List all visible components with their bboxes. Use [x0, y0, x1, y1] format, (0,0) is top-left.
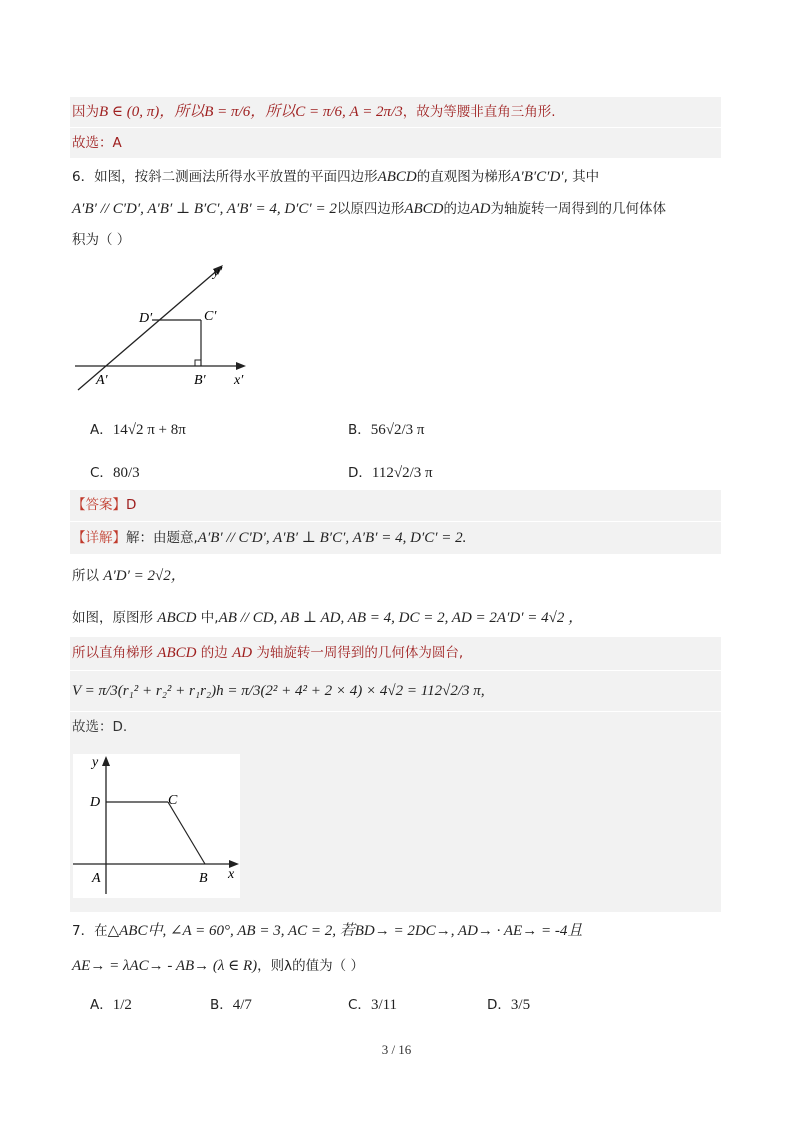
label-a: A′: [96, 373, 108, 388]
label-d: D: [90, 795, 101, 810]
x-arrow: [236, 362, 246, 370]
label-x: x: [228, 867, 235, 882]
y-arrow: [102, 756, 110, 766]
detail-line3: 如图，原图形 ABCD 中,AB // CD, AB ⊥ AD, AB = 4, DC = 2, AD = 2A′D′ = 4√2 ，: [72, 610, 584, 626]
q7-option-b[interactable]: B．4/7: [210, 997, 252, 1013]
original-figure: [73, 754, 240, 898]
label-y: y′: [213, 265, 223, 280]
segment-cb: [168, 802, 205, 864]
label-y: y: [92, 755, 99, 770]
q6-line3: 积为（ ）: [72, 232, 131, 248]
label-b: B′: [194, 373, 206, 388]
q6-line1: 6．如图，按斜二测画法所得水平放置的平面四边形ABCD的直观图为梯形A′B′C′D′, 其中: [72, 169, 600, 185]
right-angle-mark: [195, 360, 201, 366]
label-a: A: [92, 871, 101, 886]
oblique-figure: [70, 258, 260, 393]
label-x: x′: [234, 373, 244, 388]
top-lead: 因为: [72, 104, 99, 120]
page-number: 3 / 16: [381, 1042, 412, 1057]
top-tail: ，故为等腰非直角三角形.: [402, 104, 556, 120]
label-c: C′: [204, 309, 217, 324]
detail-line2: 所以 A′D′ = 2√2，: [72, 568, 186, 584]
y-axis: [78, 268, 220, 390]
label-c: C: [168, 793, 178, 808]
q6-option-b[interactable]: B．56√2/3 π: [348, 422, 425, 438]
detail-line1: 【详解】解：由题意,A′B′ // C′D′, A′B′ ⊥ B′C′, A′B′ = 4, D′C′ = 2.: [70, 522, 721, 554]
solution-line-top: [70, 97, 721, 127]
q7-option-a[interactable]: A．1/2: [90, 997, 132, 1013]
q7-line1: 7．在△ABC中, ∠A = 60°, AB = 3, AC = 2, 若BD→ = 2DC→, AD→ · AE→ = -4且: [72, 923, 583, 939]
detail-line5: V = π/3(r₁² + r₂² + r₁r₂)h = π/3(2² + 4² + 2 × 4) × 4√2 = 112√2/3 π,: [70, 671, 721, 711]
q7-option-d[interactable]: D．3/5: [487, 997, 531, 1013]
label-b: B: [199, 871, 208, 886]
q6-option-d[interactable]: D．112√2/3 π: [348, 465, 433, 481]
q6-option-a[interactable]: A．14√2 π + 8π: [90, 422, 186, 438]
label-d: D′: [139, 311, 153, 326]
prev-answer: 故选：A: [70, 128, 721, 158]
q6-option-c[interactable]: C．80/3: [90, 465, 140, 481]
top-expr: B ∈ (0, π)，所以B = π/6，所以C = π/6, A = 2π/3: [99, 104, 403, 120]
detail-line4: 所以直角梯形 ABCD 的边 AD 为轴旋转一周得到的几何体为圆台,: [70, 637, 721, 670]
answer-line: 【答案】D: [70, 490, 721, 521]
q7-line2: AE→ = λAC→ - AB→ (λ ∈ R)，则λ的值为（ ）: [72, 958, 364, 974]
q6-line2: A′B′ // C′D′, A′B′ ⊥ B′C′, A′B′ = 4, D′C′ = 2以原四边形ABCD的边AD为轴旋转一周得到的几何体体: [72, 201, 667, 217]
q7-option-c[interactable]: C．3/11: [348, 997, 398, 1013]
detail-line6: 故选：D.: [70, 712, 721, 742]
